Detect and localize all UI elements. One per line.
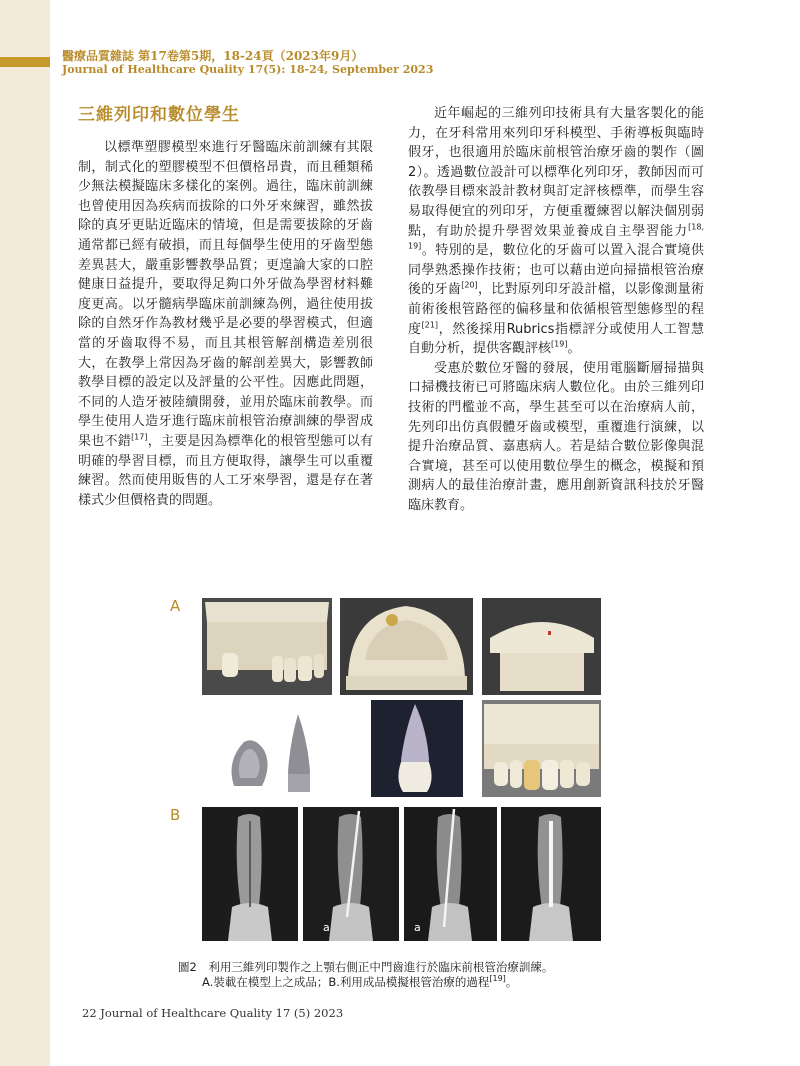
paragraph-text: 。特別的是，數位化的牙齒可以置入混合實境供同學熟悉操作技術；也可以藉由逆向掃描根管治療後的牙齒: [408, 243, 704, 298]
photo-tooth-scan-side: [282, 712, 316, 796]
xray-marker: a: [414, 921, 421, 934]
caption-text: 。: [505, 975, 518, 989]
paragraph-text: 近年崛起的三維列印技術具有大量客製化的能力，在牙科常用來列印牙科模型、手術導板與臨時假牙，也很適用於臨床前根管治療牙齒的製作（圖2）。透過數位設計可以標準化列印牙，教師因而可依教學目標來設計教材與訂定評核標準，而學生容易取得便宜的列印牙，方便重覆練習以解決個別弱點，有助於提升學習效果並養成自主學習能力: [408, 106, 704, 239]
photo-model-side: [482, 598, 601, 695]
left-paragraph: [78, 138, 373, 510]
photo-model-top: [340, 598, 473, 695]
caption-text: A.裝載在模型上之成品；B.利用成品模擬根管治療的過程: [202, 975, 490, 989]
journal-header-english: Journal of Healthcare Quality 17(5): 18-24, September 2023: [62, 63, 434, 76]
figure-label-a: A: [170, 597, 181, 615]
paragraph-text: ，主要是因為標準化的根管型態可以有明確的學習目標，而且方便取得，讓學生可以重覆練習。然而使用販售的人工牙來學習，還是存在著樣式少但價格貴的問題。: [78, 433, 373, 508]
photo-printed-tooth: [371, 700, 463, 797]
left-column: [78, 138, 373, 510]
citation: [21]: [421, 320, 439, 330]
paragraph-text: ，然後採用Rubrics指標評分或使用人工智慧自動分析，提供客觀評核: [408, 321, 704, 357]
page-footer: 22 Journal of Healthcare Quality 17 (5) 2023: [82, 1006, 344, 1020]
xray-image-2: [303, 807, 399, 941]
header-accent-bar: [0, 57, 50, 67]
figure-label-b: B: [170, 806, 181, 824]
paragraph-text: ，比對原列印牙設計檔，以影像測量術前術後根管路徑的偏移量和依循根管型態修型的程度: [408, 282, 704, 337]
citation: [19]: [489, 974, 506, 984]
citation: [20]: [461, 281, 478, 291]
caption-line-2: [178, 975, 648, 990]
citation: [17]: [131, 432, 148, 442]
photo-tooth-scan-crown: [224, 736, 272, 790]
photo-tooth-in-model: [482, 700, 601, 797]
citation: [18, 19]: [408, 222, 704, 251]
journal-header: [62, 49, 762, 76]
caption-line-1: 圖2 利用三維列印製作之上顎右側正中門齒進行於臨床前根管治療訓練。: [178, 960, 554, 974]
xray-image-3: [404, 807, 497, 941]
section-title: 三維列印和數位學生: [78, 105, 240, 125]
photo-model-front: [202, 598, 332, 695]
figure-caption: [178, 960, 648, 990]
citation: [19]: [551, 339, 568, 349]
xray-image-1: [202, 807, 298, 941]
xray-image-4: [501, 807, 601, 941]
right-column: [408, 104, 704, 515]
paragraph-text: 。: [567, 341, 581, 357]
right-paragraph-1: [408, 104, 704, 359]
right-paragraph-2: 受惠於數位牙醫的發展，使用電腦斷層掃描與口掃機技術已可將臨床病人數位化。由於三維列印技術的門檻並不高，學生甚至可以在治療病人前，先列印出仿真假體牙齒或模型，重覆進行演練，以提升治療品質、嘉惠病人。若是結合數位影像與混合實境，甚至可以使用數位學生的概念，模擬和預測病人的最佳治療計畫，應用創新資訊科技於牙醫臨床教育。: [408, 360, 704, 513]
page-sidebar: [0, 0, 50, 1066]
paragraph-text: 以標準塑膠模型來進行牙醫臨床前訓練有其限制，制式化的塑膠模型不但價格昂貴，而且種類稀少無法模擬臨床多樣化的案例。過往，臨床前訓練也曾使用因為疾病而拔除的口外牙來練習，雖然拔除的真牙更貼近臨床的情境，但是需要拔除的牙齒通常都已經有破損，而且每個學生使用的牙齒型態差異甚大，嚴重影響教學品質；更遑論大家的口腔健康日益提升，要取得足夠口外牙做為學習材料難度更高。以牙髓病學臨床前訓練為例，過往使用拔除的自然牙作為教材幾乎是必要的學習模式，但適當的牙齒取得不易，而且其根管解剖構造差別很大，在教學上常因為牙齒的解剖差異大，影響教師教學目標的設定以及評量的公平性。因應此問題，不同的人造牙被陸續開發，並用於臨床前教學。而學生使用人造牙進行臨床前根管治療訓練的學習成果也不錯: [78, 140, 373, 449]
xray-marker: a: [323, 921, 330, 934]
journal-header-chinese: 醫療品質雜誌 第17卷第5期，18-24頁（2023年9月）: [62, 49, 364, 63]
